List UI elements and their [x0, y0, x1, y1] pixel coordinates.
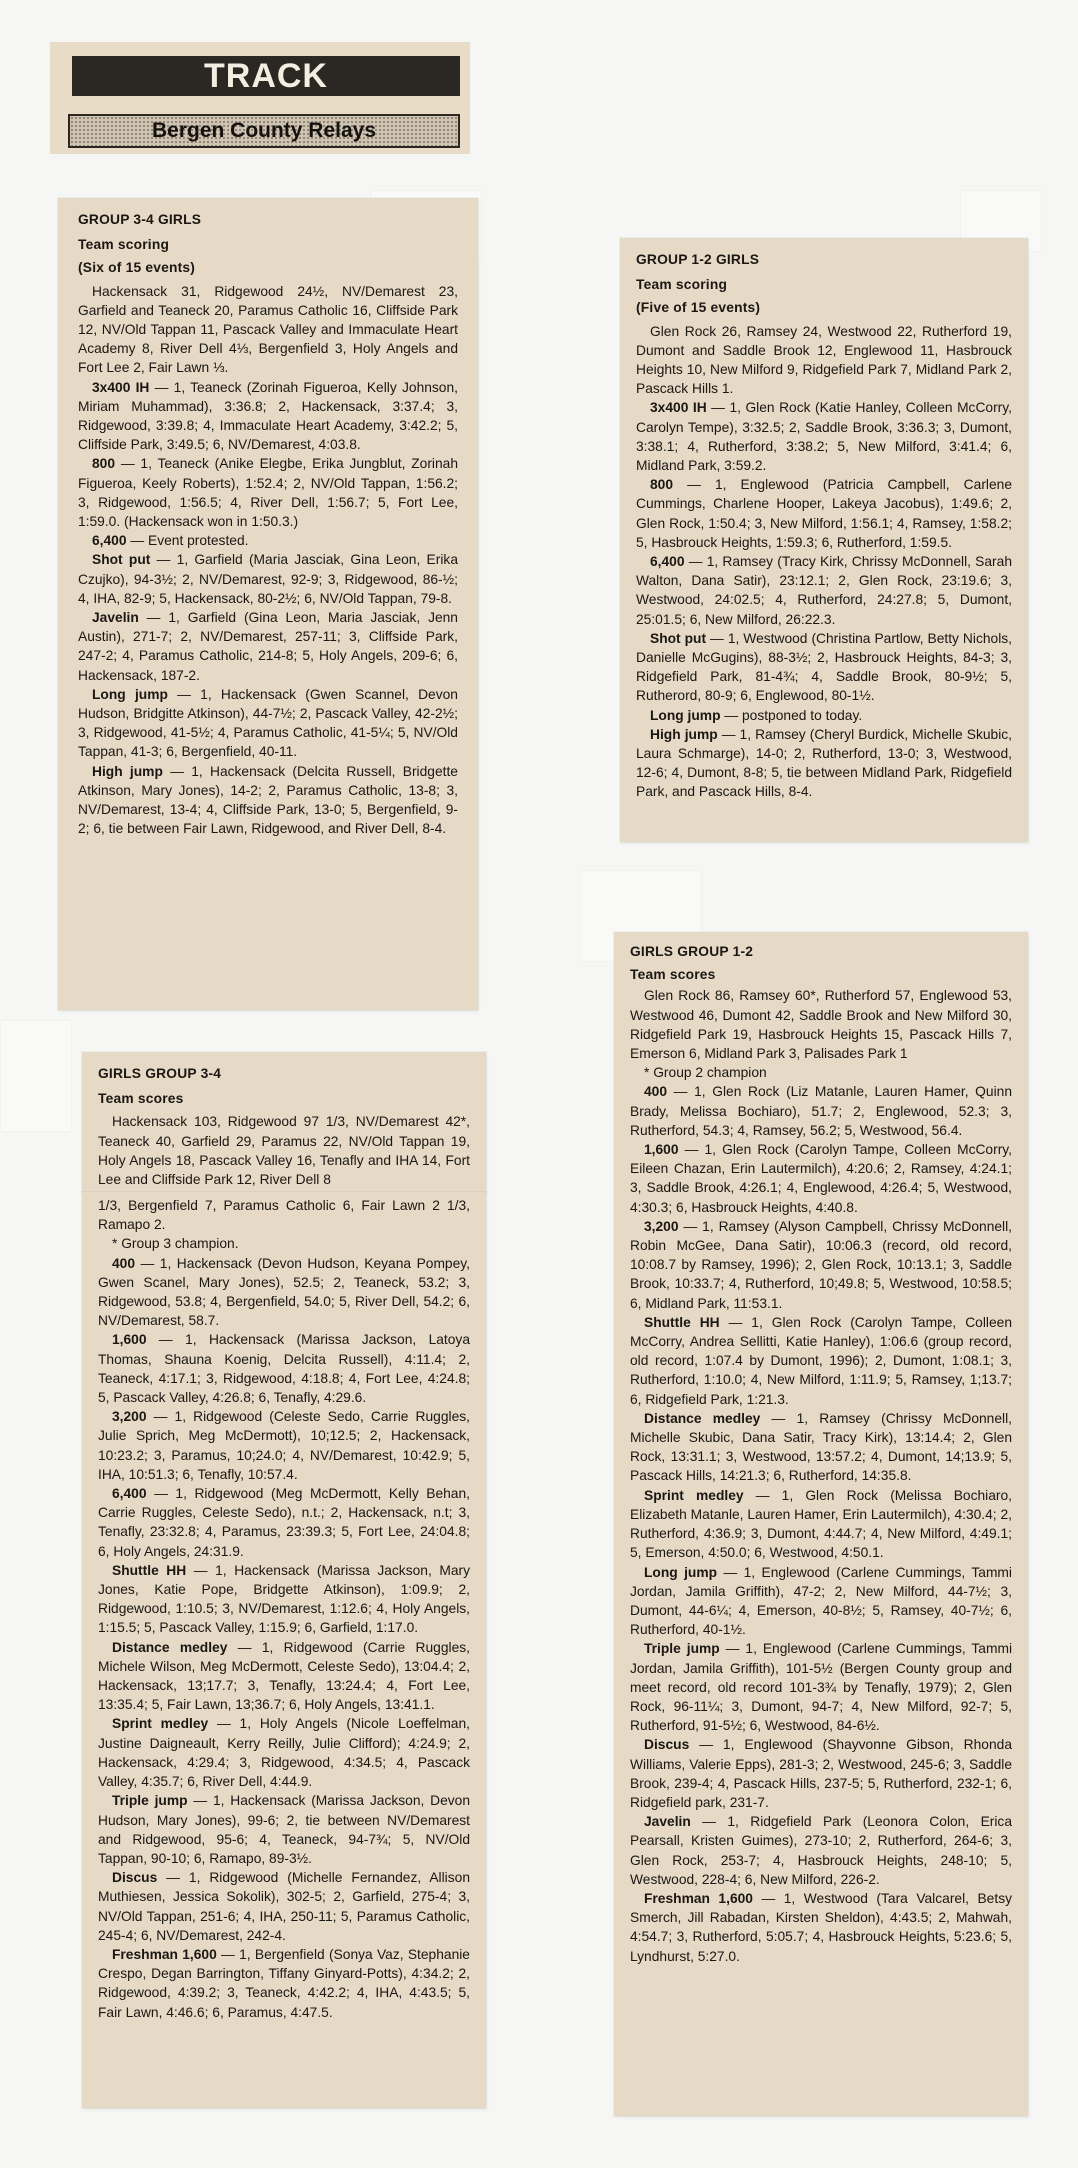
event-name: 1,600 [112, 1332, 147, 1348]
result-paragraph: Glen Rock 86, Ramsey 60*, Rutherford 57, Englewood 53, Westwood 46, Dumont 42, Saddle Brook and New Milford 30, Ridgefield Park 19, Hasbrouck Heights 15, Pascack Hills 7, Emerson 6, Midland Park 3, Palisades Park 1 [630, 988, 1012, 1062]
event-name: Shuttle HH [112, 1562, 187, 1578]
clip-heading: GROUP 3-4 GIRLS [78, 212, 202, 227]
result-paragraph: 1/3, Bergenfield 7, Paramus Catholic 6, Fair Lawn 2 1/3, Ramapo 2. [98, 1198, 470, 1233]
result-paragraph: * Group 2 champion [644, 1065, 767, 1081]
result-paragraph: Glen Rock 26, Ramsey 24, Westwood 22, Rutherford 19, Dumont and Saddle Brook 12, Englewood 11, Hasbrouck Heights 10, New Milford 9, Ridgefield Park 7, Midland Park 2, Pascack Hills 1. [636, 323, 1012, 397]
clip-body [630, 986, 1012, 1965]
result-paragraph: Freshman 1,600 — 1, Westwood (Tara Valcarel, Betsy Smerch, Jill Rabadan, Kirsten Sheldon), 4:43.5; 2, Mahwah, 4:54.7; 3, Rutherford, 5:05.7; 4, Hasbrouck Heights, 5:23.6; 5, Lyndhurst, 5:27.0. [630, 1890, 1012, 1964]
clip-heading: GIRLS GROUP 3-4 [98, 1066, 222, 1081]
clip-body [98, 1196, 470, 2022]
result-paragraph: 800 — 1, Teaneck (Anike Elegbe, Erika Jungblut, Zorinah Figueroa, Keely Roberts), 1:52.4; 2, NV/Old Tappan, 1:56.2; 3, Ridgewood, 1:56.5; 4, River Dell, 1:56.7; 5, Fort Lee, 1:59.0. (Hackensack won in 1:50.3.) [78, 456, 458, 530]
event-name: Shot put [92, 552, 151, 568]
clipping-girls-group-3-4-continued [82, 1192, 486, 2108]
event-name: Distance medley [644, 1410, 761, 1426]
header-title: TRACK [72, 56, 460, 96]
result-paragraph: Shuttle HH — 1, Hackensack (Marissa Jackson, Mary Jones, Katie Pope, Bridgette Atkinson), 1:09.9; 2, Ridgewood, 1:10.5; 3, NV/Demarest, 1:12.6; 4, Holy Angels, 1:15.5; 5, Pascack Valley, 1:15.9; 6, Garfield, 1:17.0. [98, 1562, 470, 1636]
event-name: Shuttle HH [644, 1314, 720, 1330]
result-paragraph: Long jump — 1, Hackensack (Gwen Scannel, Devon Hudson, Bridgitte Atkinson), 44-7½; 2, Pascack Valley, 42-2½; 3, Ridgewood, 41-5½; 4, Paramus Catholic, 41-5¼; 5, NV/Old Tappan, 41-3; 6, Bergenfield, 40-11. [78, 686, 458, 760]
event-name: 3x400 IH [650, 400, 707, 416]
event-name: Sprint medley [644, 1487, 744, 1503]
clip-heading: GROUP 1-2 GIRLS [636, 252, 760, 267]
event-name: Sprint medley [112, 1716, 209, 1732]
result-paragraph: Javelin — 1, Ridgefield Park (Leonora Colon, Erica Pearsall, Kristen Guimes), 273-10; 2, Rutherford, 264-6; 3, Glen Rock, 253-7; 4, Hasbrouck Heights, 248-10; 5, Westwood, 228-4; 6, New Milford, 226-2. [630, 1814, 1012, 1887]
result-paragraph: High jump — 1, Ramsey (Cheryl Burdick, Michelle Skubic, Laura Schmarge), 14-0; 2, Rutherford, 13-0; 3, Westwood, 12-6; 4, Dumont, 8-8; 5, tie between Midland Park, Ridgefield Park, and Pascack Hills, 8-4. [636, 726, 1012, 800]
header-subtitle: Bergen County Relays [68, 114, 460, 148]
event-name: Triple jump [644, 1641, 720, 1657]
result-paragraph: 400 — 1, Hackensack (Devon Hudson, Keyana Pompey, Gwen Scanel, Mary Jones), 52.5; 2, Teaneck, 53.2; 3, Ridgewood, 53.8; 4, Bergenfield, 54.0; 5, River Dell, 54.2; 6, NV/Demarest, 58.7. [98, 1255, 470, 1329]
result-paragraph: Shot put — 1, Westwood (Christina Partlow, Betty Nichols, Danielle McGugins), 88-3½; 2, Hasbrouck Heights, 84-3; 3, Ridgefield Park, 81-4¾; 4, Saddle Brook, 80-9½; 5, Rutherord, 80-9; 6, Englewood, 80-1½. [636, 630, 1012, 704]
event-name: Freshman 1,600 [644, 1890, 753, 1906]
event-name: Shot put [650, 630, 707, 646]
event-name: Long jump [644, 1564, 718, 1580]
result-paragraph: Shot put — 1, Garfield (Maria Jasciak, Gina Leon, Erika Czujko), 94-3½; 2, NV/Demarest, 92-9; 3, Ridgewood, 86-½; 4, IHA, 82-9; 5, Hackensack, 80-2½; 6, NV/Old Tappan, 79-8. [78, 552, 458, 606]
result-paragraph: Triple jump — 1, Englewood (Carlene Cummings, Tammi Jordan, Jamila Griffith), 101-5½ (Bergen County group and meet record, old record 101-3¾ by Tenafly, 1979); 2, Glen Rock, 96-11¼; 3, Dumont, 94-7; 4, New Milford, 92-7; 5, Rutherford, 91-5½; 6, Westwood, 84-6½. [630, 1641, 1013, 1734]
clip-subheading: Team scoring [78, 237, 170, 253]
clip-subheading: Team scores [630, 967, 716, 983]
event-name: 400 [112, 1255, 136, 1271]
result-paragraph: Shuttle HH — 1, Glen Rock (Carolyn Tampe, Colleen McCorry, Andrea Sellitti, Katie Hanley), 1:06.6 (group record, old record, 1:07.4 by Dumont, 1996); 2, Dumont, 1:08.1; 3, Rutherford, 1:10.0; 4, New Milford, 1:11.9; 5, Ramsey, 1;13.7; 6, Ridgefield Park, 1:21.3. [630, 1314, 1012, 1407]
clip-subheading: Team scoring [636, 277, 728, 293]
result-paragraph: 3,200 — 1, Ridgewood (Celeste Sedo, Carrie Ruggles, Julie Sprich, Meg McDermott), 10;12.5; 2, Hackensack, 10:23.2; 3, Paramus, 10;24.0; 4, NV/Demarest, 10:42.9; 5, IHA, 10:51.3; 6, Tenafly, 10:57.4. [98, 1409, 470, 1482]
clipping-group-1-2-girls [620, 238, 1028, 842]
result-paragraph: 3,200 — 1, Ramsey (Alyson Campbell, Chrissy McDonnell, Robin McGee, Dana Satir), 10:06.3 (record, old record, 10:08.7 by Ramsey, 1996); 2, Glen Rock, 10:13.1; 3, Saddle Brook, 10:33.7; 4, Rutherford, 10;49.8; 5, Westwood, 10:58.5; 6, Midland Park, 11:53.1. [630, 1218, 1012, 1311]
result-paragraph: Freshman 1,600 — 1, Bergenfield (Sonya Vaz, Stephanie Crespo, Degan Barrington, Tiffany Ginyard-Potts), 4:34.2; 2, Ridgewood, 4:39.2; 3, Teaneck, 4:42.2; 4, IHA, 4:43.5; 5, Fair Lawn, 4:46.6; 6, Paramus, 4:47.5. [98, 1946, 470, 2020]
result-paragraph: Distance medley — 1, Ridgewood (Carrie Ruggles, Michele Wilson, Meg McDermott, Celeste Sedo), 13:04.4; 2, Hackensack, 13;17.7; 3, Tenafly, 13:24.4; 4, Fort Lee, 13:35.4; 5, Fair Lawn, 13;36.7; 6, Holy Angels, 13:41.1. [98, 1639, 470, 1713]
event-name: Javelin [644, 1814, 691, 1830]
event-name: Discus [644, 1737, 690, 1753]
clipping-group-3-4-girls [58, 198, 478, 1010]
clip-subheading: (Six of 15 events) [78, 260, 196, 276]
event-name: 800 [650, 477, 674, 493]
result-paragraph: Long jump — 1, Englewood (Carlene Cummings, Tammi Jordan, Jamila Griffith), 47-2; 2, New Milford, 44-7½; 3, Dumont, 44-6¼; 4, Emerson, 40-8½; 5, Ramsey, 40-7½; 6, Rutherford, 40-1½. [630, 1564, 1012, 1638]
result-paragraph: 1,600 — 1, Hackensack (Marissa Jackson, Latoya Thomas, Shauna Koenig, Delcita Russell), 4:11.4; 2, Teaneck, 4:17.1; 3, Ridgewood, 4:18.8; 4, Fort Lee, 4:24.8; 5, Pascack Valley, 4:26.8; 6, Tenafly, 4:29.6. [98, 1332, 470, 1406]
event-name: 3,200 [644, 1218, 679, 1234]
clip-body [98, 1112, 470, 1189]
event-name: Long jump [650, 707, 721, 723]
result-paragraph: 6,400 — 1, Ridgewood (Meg McDermott, Kelly Behan, Carrie Ruggles, Celeste Sedo), n.t.; 2, Hackensack, n.t; 3, Tenafly, 23:32.8; 4, Paramus, 23:39.3; 5, Fort Lee, 24:04.8; 6, Holy Angels, 24:31.9. [98, 1486, 470, 1559]
clip-subheading: (Five of 15 events) [636, 300, 761, 316]
event-name: 3x400 IH [92, 379, 150, 395]
clip-body [636, 322, 1012, 802]
result-paragraph: 6,400 — 1, Ramsey (Tracy Kirk, Chrissy McDonnell, Sarah Walton, Dana Satir), 23:12.1; 2, Glen Rock, 23:19.6; 3, Westwood, 24:02.5; 4, Rutherford, 24:27.8; 5, Dumont, 25:01.5; 6, New Milford, 26:22.3. [636, 554, 1012, 627]
event-name: 400 [644, 1084, 668, 1100]
event-name: 1,600 [644, 1142, 679, 1158]
result-paragraph: Discus — 1, Englewood (Shayvonne Gibson, Rhonda Williams, Valerie Epps), 281-3; 2, Westwood, 245-6; 3, Saddle Brook, 239-4; 4, Pascack Hills, 237-5; 5, Rutherford, 232-1; 6, Ridgefield park, 231-7. [630, 1737, 1012, 1810]
result-paragraph: 800 — 1, Englewood (Patricia Campbell, Carlene Cummings, Charlene Hooper, Lakeya Jacobus), 1:49.6; 2, Glen Rock, 1:50.4; 3, New Milford, 1:56.1; 4, Ramsey, 1:58.2; 5, Hasbrouck Heights, 1:59.3; 6, Rutherford, 1:59.5. [636, 477, 1012, 550]
event-name: Javelin [92, 610, 139, 626]
result-paragraph: Sprint medley — 1, Glen Rock (Melissa Bochiaro, Elizabeth Matanle, Lauren Hamer, Erin Lautermilch), 4:30.4; 2, Rutherford, 4:36.9; 3, Dumont, 4:44.7; 4, New Milford, 4:49.1; 5, Emerson, 4:50.0; 6, Westwood, 4:50.1. [630, 1487, 1012, 1561]
clip-subheading: Team scores [98, 1091, 184, 1107]
event-name: 3,200 [112, 1409, 147, 1425]
event-name: Distance medley [112, 1639, 228, 1655]
event-name: 800 [92, 456, 116, 472]
result-paragraph: Long jump — postponed to today. [650, 707, 863, 723]
result-paragraph: High jump — 1, Hackensack (Delcita Russell, Bridgette Atkinson, Mary Jones), 14-2; 2, Paramus Catholic, 13-8; 3, NV/Demarest, 13-4; 4, Cliffside Park, 13-0; 5, Bergenfield, 9-2; 6, tie between Fair Lawn, Ridgewood, and River Dell, 8-4. [78, 763, 458, 837]
event-name: High jump [650, 726, 718, 742]
event-name: Triple jump [112, 1793, 188, 1809]
event-name: High jump [92, 763, 163, 779]
event-name: 6,400 [650, 554, 685, 570]
event-name: 6,400 [112, 1486, 147, 1502]
result-paragraph: 1,600 — 1, Glen Rock (Carolyn Tampe, Colleen McCorry, Eileen Chazan, Erin Lautermilch), 4:20.6; 2, Ramsey, 4:24.1; 3, Saddle Brook, 4:26.1; 4, Englewood, 4:26.4; 5, Westwood, 4:30.3; 6, Hasbrouck Heights, 4:40.8. [630, 1142, 1012, 1215]
result-paragraph: * Group 3 champion. [112, 1236, 239, 1252]
clipping-girls-group-3-4 [82, 1052, 486, 1194]
result-paragraph: Hackensack 103, Ridgewood 97 1/3, NV/Demarest 42*, Teaneck 40, Garfield 29, Paramus 22, NV/Old Tappan 19, Holy Angels 18, Pascack Valley 16, Tenafly and IHA 14, Fort Lee and Cliffside Park 12, River Dell 8 [98, 1114, 470, 1188]
result-paragraph: Triple jump — 1, Hackensack (Marissa Jackson, Devon Hudson, Mary Jones), 99-6; 2, tie between NV/Demarest and Ridgewood, 95-6; 4, Teaneck, 94-7¾; 5, NV/Old Tappan, 90-10; 6, Ramapo, 89-3½. [98, 1793, 471, 1866]
result-paragraph: Sprint medley — 1, Holy Angels (Nicole Loeffelman, Justine Daigneault, Kerry Reilly, Julie Clifford); 4:24.9; 2, Hackensack, 4:29.4; 3, Ridgewood, 4:34.5; 4, Pascack Valley, 4:35.7; 6, River Dell, 4:44.9. [98, 1716, 470, 1790]
result-paragraph: Javelin — 1, Garfield (Gina Leon, Maria Jasciak, Jenn Austin), 271-7; 2, NV/Demarest, 257-11; 3, Cliffside Park, 247-2; 4, Paramus Catholic, 214-8; 5, Holy Angels, 209-6; 6, Hackensack, 187-2. [78, 610, 458, 683]
section-header [50, 42, 470, 154]
event-name: Freshman 1,600 [112, 1946, 217, 1962]
clip-heading: GIRLS GROUP 1-2 [630, 944, 754, 959]
clip-body [78, 282, 458, 839]
result-paragraph: Distance medley — 1, Ramsey (Chrissy McDonnell, Michelle Skubic, Dana Satir, Tracy Kirk), 13:14.4; 2, Glen Rock, 13:31.1; 3, Westwood, 13:57.2; 4, Dumont, 14;13.9; 5, Pascack Hills, 14:21.3; 6, Rutherford, 14:35.8. [630, 1410, 1012, 1484]
result-paragraph: 3x400 IH — 1, Teaneck (Zorinah Figueroa, Kelly Johnson, Miriam Muhammad), 3:36.8; 2, Hackensack, 3:37.4; 3, Ridgewood, 3:39.8; 4, Immaculate Heart Academy, 3:42.2; 5, Cliffside Park, 3:49.5; 6, NV/Demarest, 4:03.8. [78, 379, 458, 453]
result-paragraph: Hackensack 31, Ridgewood 24½, NV/Demarest 23, Garfield and Teaneck 20, Paramus Catholic 16, Cliffside Park 12, NV/Old Tappan 11, Pascack Valley and Immaculate Heart Academy 8, River Dell 4⅓, Bergenfield 3, Holy Angels and Fort Lee 2, Fair Lawn ⅓. [78, 283, 458, 376]
result-paragraph: Discus — 1, Ridgewood (Michelle Fernandez, Allison Muthiesen, Jessica Sokolik), 302-5; 2, Garfield, 275-4; 3, NV/Old Tappan, 251-6; 4, IHA, 250-11; 5, Paramus Catholic, 245-4; 6, NV/Demarest, 242-4. [98, 1870, 470, 1943]
tape-strip [0, 1020, 72, 1132]
result-paragraph: 400 — 1, Glen Rock (Liz Matanle, Lauren Hamer, Quinn Brady, Melissa Bochiaro), 51.7; 2, Englewood, 52.3; 3, Rutherford, 54.3; 4, Ramsey, 56.2; 5, Westwood, 56.4. [630, 1084, 1012, 1138]
event-name: 6,400 [92, 533, 127, 549]
event-name: Long jump [92, 686, 168, 702]
clipping-girls-group-1-2 [614, 932, 1028, 2116]
result-paragraph: 3x400 IH — 1, Glen Rock (Katie Hanley, Colleen McCorry, Carolyn Tempe), 3:32.5; 2, Saddle Brook, 3:36.3; 3, Dumont, 3:38.1; 4, Rutherford, 3:38.2; 5, New Milford, 3:41.4; 6, Midland Park, 3:59.2. [636, 400, 1012, 474]
result-paragraph: 6,400 — Event protested. [92, 533, 249, 549]
event-name: Discus [112, 1870, 158, 1886]
